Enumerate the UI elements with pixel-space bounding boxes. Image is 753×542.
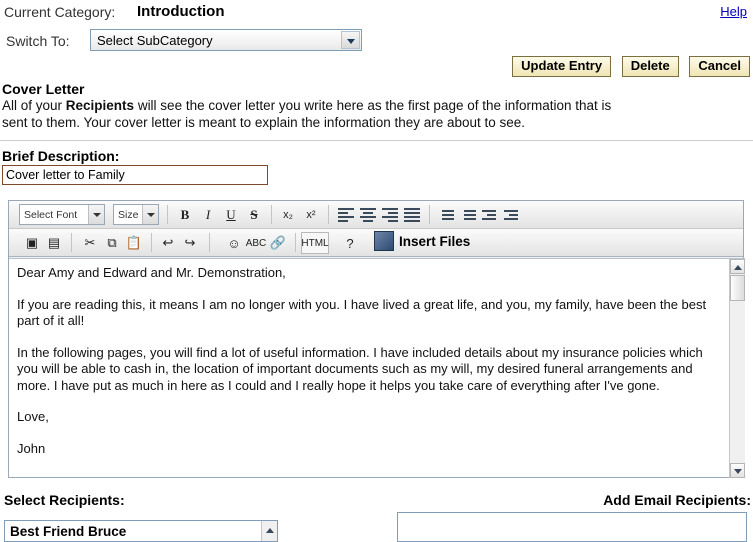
cut-icon[interactable]: ✂	[84, 235, 96, 250]
scroll-down-icon[interactable]	[730, 463, 745, 478]
rich-text-editor	[8, 200, 744, 478]
toolbar-separator	[429, 205, 430, 224]
insert-link-icon[interactable]: 🔗	[269, 235, 287, 250]
font-select-value: Select Font	[24, 209, 78, 221]
chevron-down-icon[interactable]	[142, 205, 158, 224]
current-category-label: Current Category:	[4, 4, 116, 20]
toolbar-separator	[328, 205, 329, 224]
html-source-button[interactable]: HTML	[301, 232, 329, 254]
email-recipients-input[interactable]	[397, 512, 747, 542]
paste-icon[interactable]: 📋	[125, 235, 143, 250]
cover-desc-line2: sent to them. Your cover letter is meant to explain the information they are about to see.	[2, 115, 526, 130]
italic-button[interactable]: I	[205, 207, 211, 222]
align-justify-icon[interactable]	[401, 204, 423, 226]
redo-icon[interactable]: ↪	[184, 235, 196, 250]
font-select[interactable]	[19, 204, 105, 225]
recipient-option[interactable]: Best Friend Bruce	[10, 524, 127, 539]
ordered-list-icon[interactable]	[435, 204, 457, 226]
insert-files-label: Insert Files	[399, 233, 471, 249]
divider	[0, 140, 753, 141]
insert-files-icon	[374, 231, 394, 251]
help-link[interactable]: Help	[720, 4, 747, 19]
current-category-value: Introduction	[137, 3, 225, 20]
add-email-recipients-label: Add Email Recipients:	[603, 492, 751, 508]
undo-icon[interactable]: ↩	[162, 235, 174, 250]
brief-description-input[interactable]	[2, 165, 268, 185]
toolbar-separator	[209, 233, 210, 252]
cover-desc-part2: will see the cover letter you write here as the first page of the information that is	[134, 98, 612, 113]
editor-content-area[interactable]	[9, 258, 745, 477]
recipients-list[interactable]	[4, 520, 278, 542]
indent-icon[interactable]	[501, 204, 523, 226]
header-bar	[0, 0, 753, 30]
select-recipients-label: Select Recipients:	[4, 492, 125, 508]
spellcheck-icon[interactable]: ABC	[245, 237, 267, 249]
editor-paragraph: Love,	[17, 409, 49, 424]
align-left-icon[interactable]	[335, 204, 357, 226]
select-all-icon[interactable]: ▣	[25, 235, 39, 250]
chevron-down-icon[interactable]	[341, 31, 360, 49]
cover-letter-description	[2, 97, 746, 131]
subcategory-select[interactable]	[90, 29, 362, 51]
size-select[interactable]	[113, 204, 159, 225]
cover-desc-recipients-emphasis: Recipients	[65, 98, 135, 113]
subscript-button[interactable]: x₂	[283, 209, 293, 221]
bold-button[interactable]: B	[180, 207, 190, 222]
cover-desc-part1: All of your	[2, 98, 66, 113]
clear-formatting-icon[interactable]: ▤	[47, 235, 61, 250]
align-center-icon[interactable]	[357, 204, 379, 226]
insert-files-button[interactable]	[374, 231, 470, 251]
scroll-up-icon[interactable]	[730, 259, 745, 274]
help-icon[interactable]: ?	[346, 235, 354, 251]
unordered-list-icon[interactable]	[457, 204, 479, 226]
update-entry-button[interactable]: Update Entry	[512, 56, 611, 77]
switch-to-label: Switch To:	[6, 33, 70, 49]
cancel-button[interactable]: Cancel	[689, 56, 750, 77]
underline-button[interactable]: U	[226, 207, 236, 222]
size-select-value: Size	[118, 209, 139, 221]
chevron-down-icon[interactable]	[88, 205, 104, 224]
toolbar-separator	[271, 205, 272, 224]
editor-toolbar-row-1	[9, 201, 743, 229]
action-buttons	[505, 56, 750, 77]
editor-text[interactable]	[17, 265, 707, 472]
editor-paragraph: Dear Amy and Edward and Mr. Demonstration,	[17, 265, 286, 280]
toolbar-separator	[167, 205, 168, 224]
cover-letter-title: Cover Letter	[2, 81, 85, 97]
editor-paragraph: If you are reading this, it means I am no longer with you. I have lived a great life, and you, my family, have been the best part of it all!	[17, 296, 707, 328]
align-right-icon[interactable]	[379, 204, 401, 226]
editor-paragraph: In the following pages, you will find a lot of useful information. I have included details about my insurance policies which you will be able to cash in, the location of important documents such as my will, my desired funeral arrangements and more. I have put as much in here as I could and I really hope it helps you take care of everything after I've gone.	[17, 344, 703, 393]
scrollbar-thumb[interactable]	[730, 275, 745, 301]
outdent-icon[interactable]	[479, 204, 501, 226]
strikethrough-button[interactable]: S	[250, 207, 258, 222]
toolbar-separator	[71, 233, 72, 252]
toolbar-separator	[295, 233, 296, 252]
toolbar-separator	[151, 233, 152, 252]
emoticon-icon[interactable]: ☺	[227, 235, 241, 251]
editor-vertical-scrollbar[interactable]	[729, 259, 745, 478]
copy-icon[interactable]: ⧉	[107, 235, 117, 250]
editor-toolbar-row-2	[9, 229, 743, 257]
scroll-up-icon[interactable]	[261, 521, 277, 541]
editor-paragraph: John	[17, 440, 46, 456]
brief-description-label: Brief Description:	[2, 148, 120, 164]
subcategory-selected-value: Select SubCategory	[97, 33, 213, 48]
superscript-button[interactable]: x²	[306, 209, 316, 221]
delete-button[interactable]: Delete	[622, 56, 679, 77]
